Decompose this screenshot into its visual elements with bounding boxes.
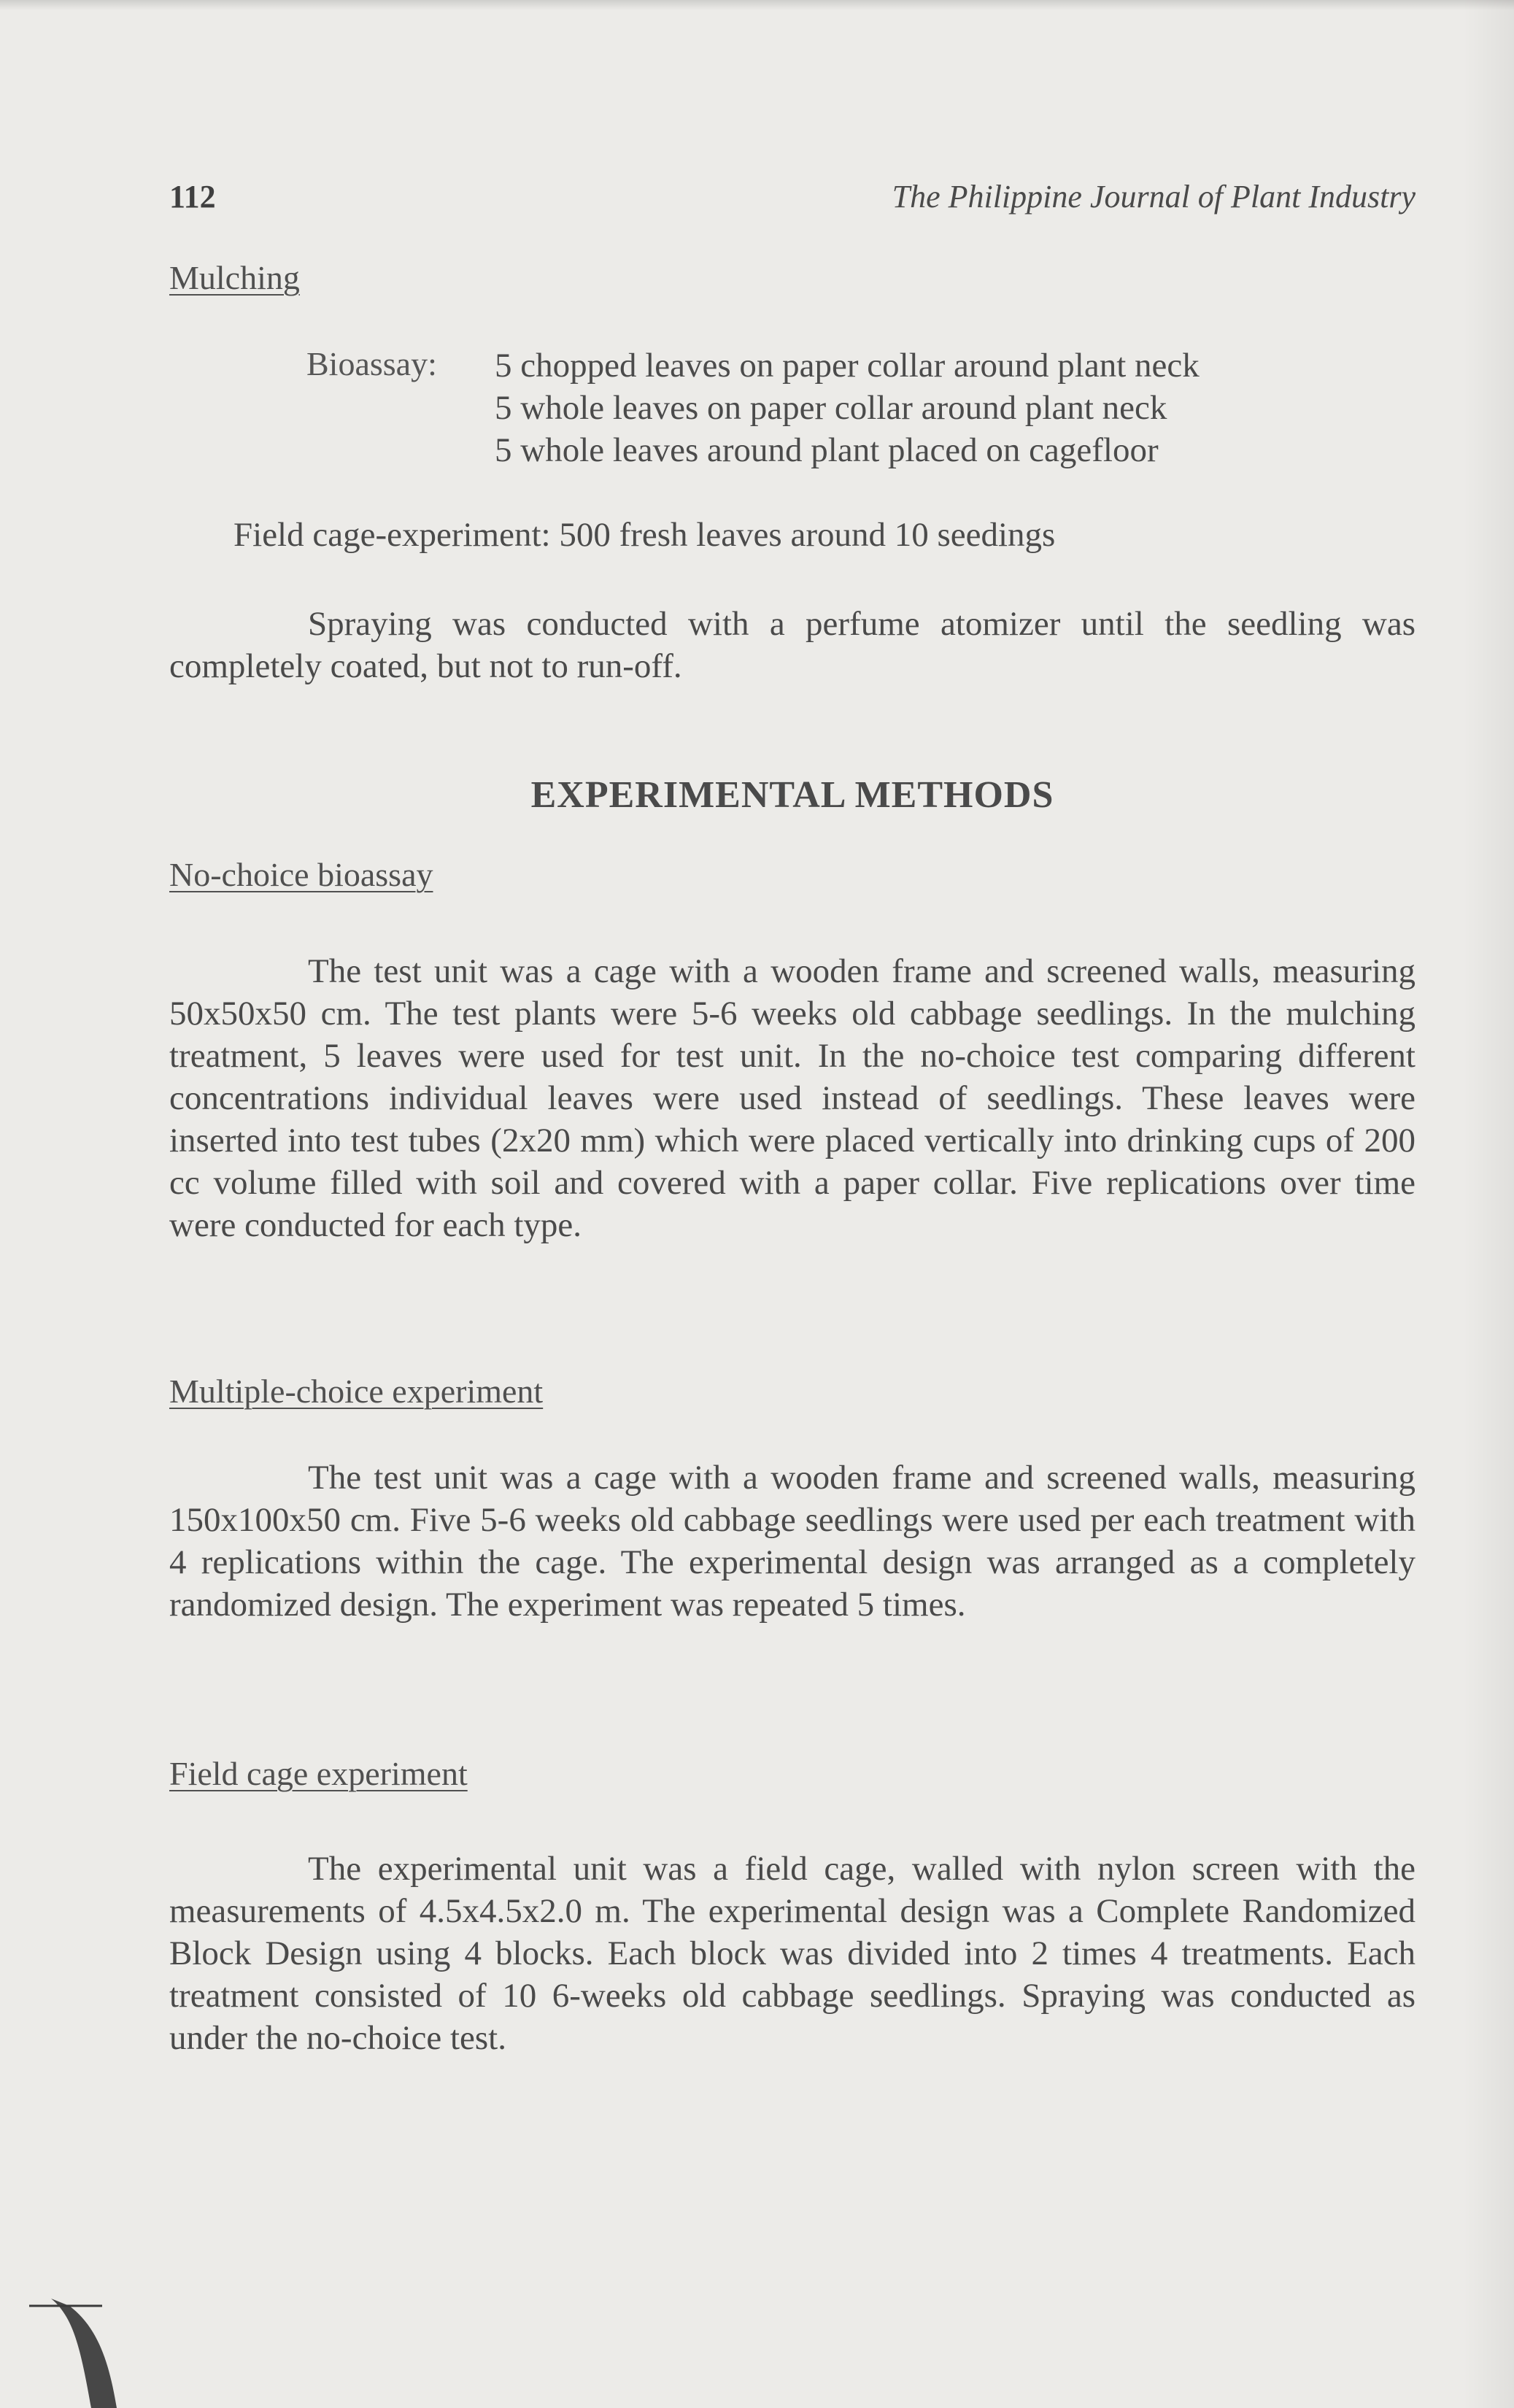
field-cage-paragraph: The experimental unit was a field cage, walled with nylon screen with the measurements of 4.5x4.5x2.0 m. The experimental design was a Complete Randomized Block Design using 4 blocks. Each block was divided into 2 times 4 treatments. Each treatment consisted of 10 6-weeks old cabbage seedlings. Spraying was conducted as under the no-choice test. bbox=[169, 1850, 1415, 2057]
multiple-choice-heading: Multiple-choice experiment bbox=[169, 1373, 544, 1410]
no-choice-paragraph: The test unit was a cage with a wooden frame and screened walls, measuring 50x50x50 cm. The test plants were 5-6 weeks old cabbage seedlings. In the mulching treatment, 5 leaves were used for test unit. In the no-choice test comparing different concentrations individual leaves were used instead of seedlings. These leaves were inserted into test tubes (2x20 mm) which were placed vertically into drinking cups of 200 cc volume filled with soil and covered with a paper collar. Five replications over time were conducted for each type. bbox=[169, 952, 1415, 1244]
scan-edge-shadow bbox=[1463, 0, 1514, 2408]
bioassay-block bbox=[306, 344, 1401, 476]
journal-title: The Philippine Journal of Plant Industry bbox=[892, 179, 1415, 215]
bioassay-label: Bioassay: bbox=[306, 345, 437, 382]
spraying-paragraph: Spraying was conducted with a perfume atomizer until the seedling was completely coated, but not to run-off. bbox=[169, 605, 1415, 685]
multiple-choice-paragraph: The test unit was a cage with a wooden frame and screened walls, measuring 150x100x50 cm. Five 5-6 weeks old cabbage seedlings were used per each treatment with 4 replications within the cage. The experimental design was arranged as a completely randomized design. The experiment was repeated 5 times. bbox=[169, 1459, 1415, 1624]
bioassay-line: 5 whole leaves around plant placed on cagefloor bbox=[495, 431, 1159, 469]
bioassay-line: 5 chopped leaves on paper collar around plant neck bbox=[495, 347, 1200, 385]
field-cage-line: Field cage-experiment: 500 fresh leaves around 10 seedings bbox=[233, 516, 1056, 554]
no-choice-heading: No-choice bioassay bbox=[169, 856, 433, 893]
page-number: 112 bbox=[169, 179, 216, 215]
field-cage-heading: Field cage experiment bbox=[169, 1755, 468, 1792]
section-title: EXPERIMENTAL METHODS bbox=[530, 774, 1054, 816]
bioassay-line: 5 whole leaves on paper collar around plant neck bbox=[495, 389, 1167, 427]
page-header bbox=[169, 178, 1415, 222]
bioassay-list bbox=[495, 344, 1370, 471]
binding-mark bbox=[0, 2277, 131, 2408]
scan-top-shadow bbox=[0, 0, 1514, 10]
mulching-heading: Mulching bbox=[169, 259, 300, 296]
